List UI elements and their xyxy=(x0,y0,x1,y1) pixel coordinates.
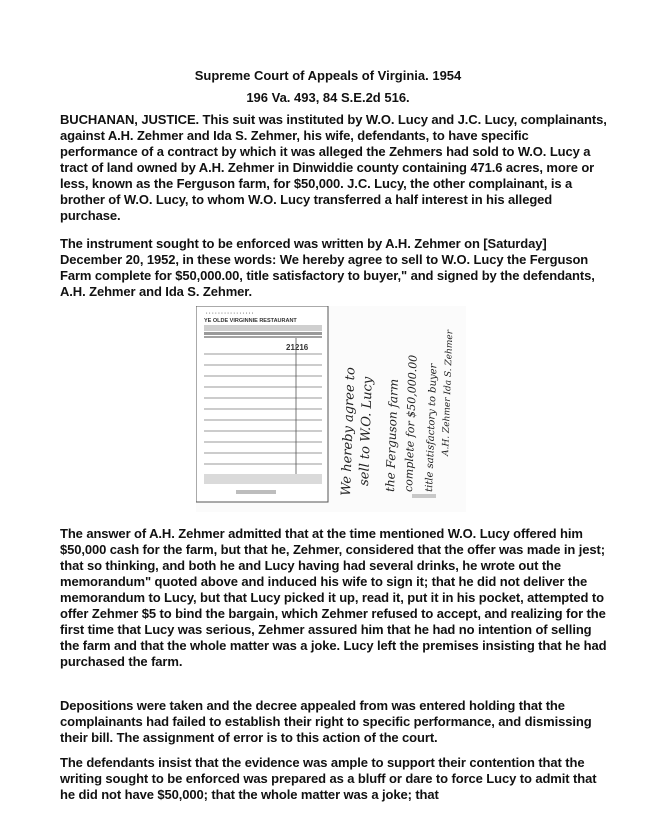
receipt-image xyxy=(196,306,466,512)
receipt-restaurant-name: YE OLDE VIRGINNIE RESTAURANT xyxy=(204,318,297,324)
svg-text:· · · · · · · · · · · · · · ·: · · · · · · · · · · · · · · · · xyxy=(206,311,254,317)
paragraph-2: The instrument sought to be enforced was written by A.H. Zehmer on [Saturday] December 20, 1952, in these words: We hereby agree to sell to W.O. Lucy the Ferguson Farm complete for $50,000.00, title satisfactory to buyer," and signed by the defendants, A.H. Zehmer and Ida S. Zehmer. xyxy=(60,236,595,299)
signatures: A.H. Zehmer Ida S. Zehmer xyxy=(441,329,456,457)
svg-text:sell to W.O. Lucy: sell to W.O. Lucy xyxy=(357,376,376,487)
svg-text:complete for $50,000.00: complete for $50,000.00 xyxy=(402,354,420,493)
svg-text:title satisfactory to buyer: title satisfactory to buyer xyxy=(424,363,440,493)
court-heading: Supreme Court of Appeals of Virginia. 1954 xyxy=(194,68,462,83)
paragraph-5: The defendants insist that the evidence was ample to support their contention that the writing sought to be enforced was prepared as a bluff or dare to force Lucy to admit that he did not have $50,000; that the whole matter was a joke; that xyxy=(60,755,597,802)
paragraph-1: BUCHANAN, JUSTICE. This suit was instituted by W.O. Lucy and J.C. Lucy, complainants, against A.H. Zehmer and Ida S. Zehmer, his wife, defendants, to have specific performance of a contract by which it was alleged the Zehmers had sold to W.O. Lucy a tract of land owned by A.H. Zehmer in Dinwiddie county containing 471.6 acres, more or less, known as the Ferguson farm, for $50,000. J.C. Lucy, the other complainant, is a brother of W.O. Lucy, to whom W.O. Lucy transferred a half interest in his alleged purchase. xyxy=(60,112,607,223)
svg-text:the Ferguson farm: the Ferguson farm xyxy=(383,378,401,493)
svg-text:We hereby agree to: We hereby agree to xyxy=(339,366,359,497)
receipt-check-number: 21216 xyxy=(286,343,309,352)
case-citation: 196 Va. 493, 84 S.E.2d 516. xyxy=(246,90,410,105)
paragraph-4: Depositions were taken and the decree appealed from was entered holding that the complainants had failed to establish their right to specific performance, and dismissing their bill. The assignment of error is to this action of the court. xyxy=(60,698,592,745)
paragraph-3: The answer of A.H. Zehmer admitted that at the time mentioned W.O. Lucy offered him $50,000 cash for the farm, but that he, Zehmer, considered that the offer was made in jest; that so thinking, and both he and Lucy having had several drinks, he wrote out the memorandum" quoted above and induced his wife to sign it; that he did not deliver the memorandum to Lucy, but that Lucy picked it up, read it, put it in his pocket, attempted to offer Zehmer $5 to bind the bargain, which Zehmer refused to accept, and realizing for the first time that Lucy was serious, Zehmer assured him that he had no intention of selling the farm and that the whole matter was a joke. Lucy left the premises insisting that he had purchased the farm. xyxy=(60,526,607,669)
